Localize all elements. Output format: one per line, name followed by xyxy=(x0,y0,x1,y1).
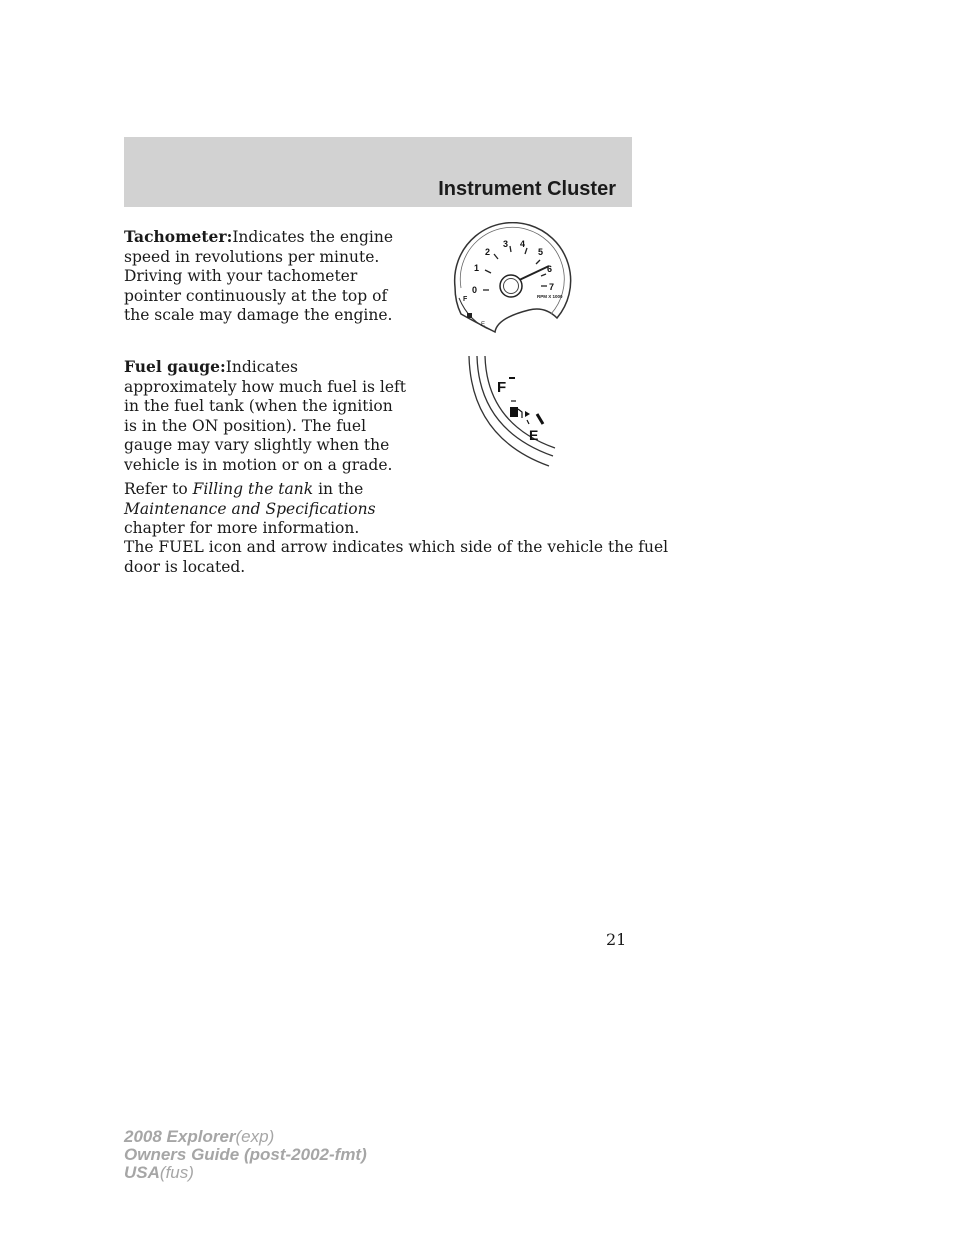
fuel-door-arrow-icon xyxy=(525,411,530,417)
tach-tick-3: 3 xyxy=(503,239,509,249)
tachometer-paragraph xyxy=(124,227,393,326)
tachometer-term: Tachometer: xyxy=(124,227,233,246)
tach-fuel-full-label: F xyxy=(463,296,468,303)
footer-market-code: (fus) xyxy=(159,1163,194,1182)
fuel-full-label: F xyxy=(497,379,507,396)
tachometer-line-1: Indicates the engine xyxy=(232,228,394,246)
page-number: 21 xyxy=(606,930,627,949)
tach-tick-7: 7 xyxy=(549,282,555,292)
tach-fuel-empty-label: E xyxy=(481,322,486,328)
fuel-icon-note xyxy=(124,538,668,577)
refer-maintenance-chapter: Maintenance and Specifications xyxy=(124,499,376,518)
tachometer-illustration xyxy=(447,222,577,340)
fuel-gauge-illustration xyxy=(467,352,567,480)
footer-model: 2008 Explorer xyxy=(124,1127,236,1146)
fuel-gauge-line-6: vehicle is in motion or on a grade. xyxy=(124,455,393,474)
tach-tick-5: 5 xyxy=(538,247,544,257)
refer-suffix: chapter for more information. xyxy=(124,519,360,538)
refer-middle: in the xyxy=(313,480,364,498)
fuel-gauge-term: Fuel gauge: xyxy=(124,357,226,376)
tach-tick-6: 6 xyxy=(547,264,553,274)
fuel-note-line-2: door is located. xyxy=(124,557,246,576)
tach-units-label: RPM X 1000 xyxy=(537,294,563,299)
footer-guide: Owners Guide (post-2002-fmt) xyxy=(124,1145,367,1164)
fuel-pump-icon xyxy=(510,407,530,418)
fuel-gauge-line-5: gauge may vary slightly when the xyxy=(124,436,390,455)
document-footer xyxy=(124,1128,367,1182)
refer-filling-the-tank: Filling the tank xyxy=(192,480,314,498)
tach-tick-4: 4 xyxy=(520,239,526,249)
chapter-header xyxy=(124,137,632,207)
fuel-empty-label: E xyxy=(529,427,539,443)
footer-market: USA xyxy=(124,1163,160,1182)
tachometer-line-2: speed in revolutions per minute. xyxy=(124,247,380,266)
fuel-gauge-line-1: Indicates xyxy=(225,358,298,376)
tach-tick-2: 2 xyxy=(485,247,491,257)
tachometer-line-3: Driving with your tachometer xyxy=(124,267,358,286)
tach-tick-1: 1 xyxy=(474,263,480,273)
fuel-gauge-line-2: approximately how much fuel is left xyxy=(124,377,406,396)
fuel-gauge-line-4: is in the ON position). The fuel xyxy=(124,416,367,435)
tachometer-line-5: the scale may damage the engine. xyxy=(124,306,393,325)
fuel-note-line-1: The FUEL icon and arrow indicates which side of the vehicle the fuel xyxy=(124,538,669,556)
tach-tick-0: 0 xyxy=(472,285,478,295)
refer-prefix: Refer to xyxy=(124,480,193,498)
tachometer-line-4: pointer continuously at the top of xyxy=(124,286,388,305)
chapter-title: Instrument Cluster xyxy=(438,178,616,200)
fuel-gauge-paragraph xyxy=(124,357,406,476)
tach-fuel-pump-icon xyxy=(467,313,472,318)
refer-paragraph xyxy=(124,480,376,539)
footer-model-code: (exp) xyxy=(235,1127,275,1146)
fuel-gauge-line-3: in the fuel tank (when the ignition xyxy=(124,397,393,416)
